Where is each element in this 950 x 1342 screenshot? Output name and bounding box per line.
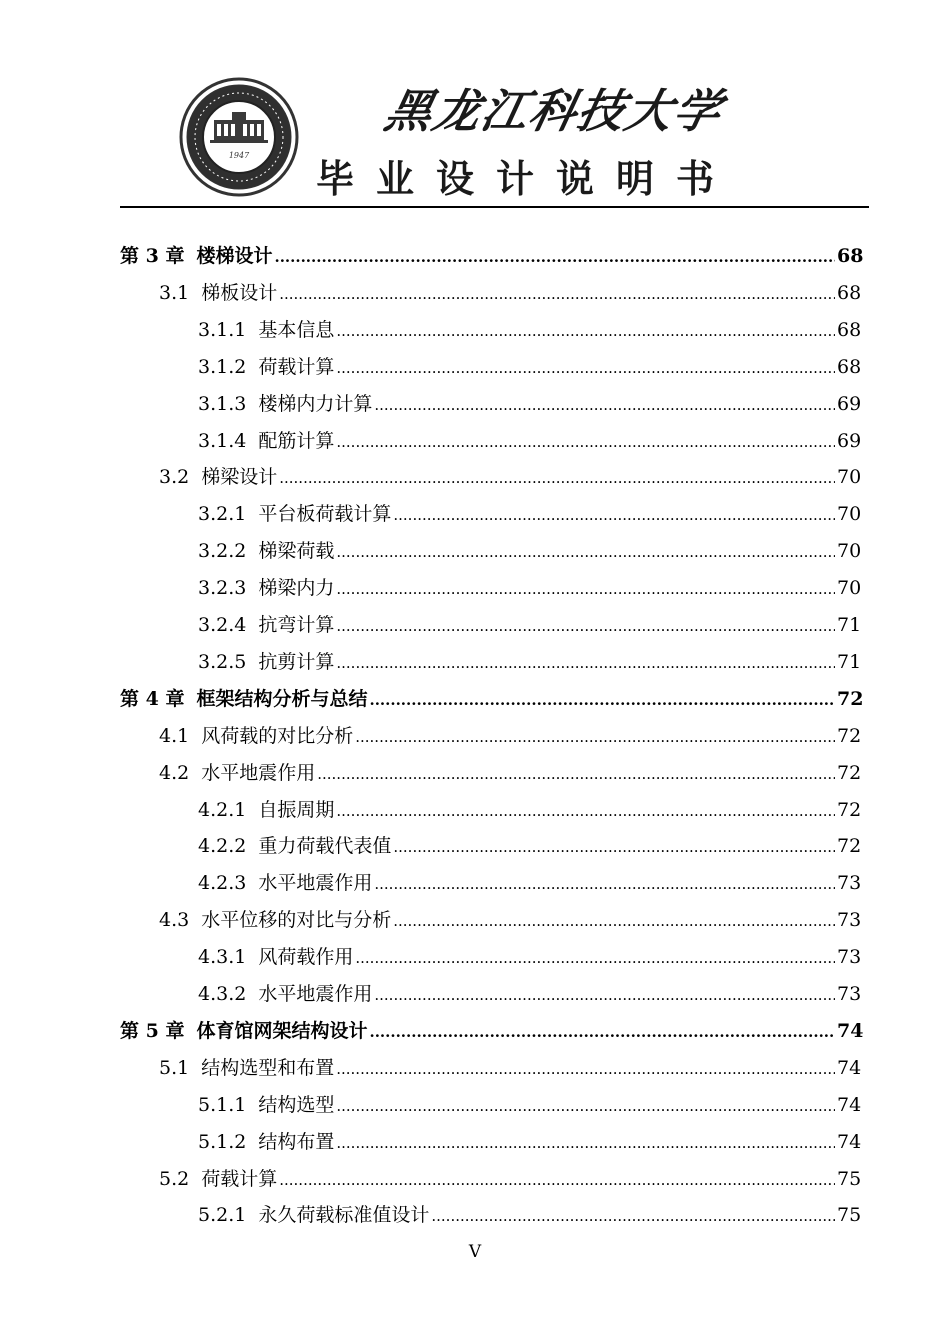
toc-section-entry[interactable] (0, 718, 950, 754)
toc-entry-title: 抗剪计算 (258, 650, 335, 673)
toc-entry-number: 4.3.2 (198, 983, 247, 1005)
toc-entry-page-number: 72 (837, 687, 864, 710)
toc-subsection-entry[interactable] (0, 496, 950, 532)
toc-entry-page-number: 75 (837, 1167, 862, 1190)
toc-entry-title: 水平位移的对比与分析 (201, 909, 392, 932)
toc-entry-page-number: 71 (837, 650, 862, 673)
toc-entry-title: 自振周期 (258, 798, 335, 821)
toc-subsection-entry[interactable] (0, 939, 950, 975)
toc-entry-number: 4.2 (159, 761, 190, 784)
toc-entry-number: 4.2.3 (198, 872, 247, 895)
university-name: 黑龙江科技大学 (380, 84, 728, 138)
page-number: V (468, 1242, 482, 1262)
toc-entry-page-number: 74 (837, 1093, 862, 1116)
toc-entry-page-number: 73 (837, 983, 862, 1005)
university-seal-icon (178, 76, 300, 198)
toc-entry-number: 3.2 (159, 466, 190, 489)
toc-dot-leader (374, 387, 835, 423)
toc-entry-number: 4.1 (159, 724, 190, 747)
toc-entry-title: 平台板荷载计算 (258, 503, 392, 526)
toc-section-entry[interactable] (0, 1161, 950, 1197)
toc-entry-page-number: 73 (837, 946, 862, 969)
toc-dot-leader (336, 571, 835, 607)
toc-entry-title: 水平地震作用 (258, 872, 373, 895)
toc-entry-title: 结构选型 (258, 1093, 335, 1116)
toc-entry-title: 荷载计算 (258, 355, 335, 378)
toc-entry-title: 梯梁荷载 (258, 540, 335, 563)
toc-section-entry[interactable] (0, 459, 950, 495)
toc-entry-title: 重力荷载代表值 (258, 835, 392, 858)
toc-entry-title: 配筋计算 (258, 429, 335, 452)
toc-entry-number: 3.1 (159, 281, 190, 304)
toc-dot-leader (393, 497, 835, 533)
toc-entry-number: 4.3.1 (198, 946, 247, 969)
toc-entry-page-number: 72 (837, 761, 862, 784)
toc-dot-leader (393, 903, 835, 939)
toc-entry-title: 梯板设计 (201, 281, 278, 304)
toc-dot-leader (274, 239, 835, 275)
toc-dot-leader (336, 645, 835, 681)
toc-dot-leader (336, 793, 835, 829)
toc-dot-leader (279, 276, 835, 312)
toc-entry-number: 5.1 (159, 1056, 190, 1079)
toc-entry-title: 基本信息 (258, 318, 335, 341)
toc-entry-title: 楼梯内力计算 (258, 392, 373, 415)
toc-dot-leader (336, 1125, 835, 1161)
toc-dot-leader (355, 940, 835, 976)
toc-entry-number: 3.2.2 (198, 540, 247, 563)
toc-entry-page-number: 74 (837, 1130, 862, 1153)
toc-entry-title: 体育馆网架结构设计 (196, 1019, 368, 1042)
toc-entry-page-number: 74 (837, 1056, 862, 1079)
toc-subsection-entry[interactable] (0, 644, 950, 680)
toc-entry-number: 第 4 章 (120, 687, 185, 710)
toc-entry-page-number: 70 (837, 503, 862, 526)
toc-dot-leader (393, 829, 835, 865)
toc-entry-page-number: 68 (837, 318, 862, 341)
toc-subsection-entry[interactable] (0, 312, 950, 348)
toc-entry-title: 风荷载的对比分析 (201, 724, 354, 747)
toc-dot-leader (336, 1088, 835, 1124)
toc-dot-leader (336, 350, 835, 386)
toc-entry-title: 梯梁设计 (201, 466, 278, 489)
toc-subsection-entry[interactable] (0, 570, 950, 606)
toc-entry-title: 结构选型和布置 (201, 1056, 335, 1079)
toc-section-entry[interactable] (0, 902, 950, 938)
document-title: 毕业设计说明书 (316, 157, 737, 201)
toc-entry-page-number: 75 (837, 1204, 862, 1227)
toc-entry-number: 3.1.4 (198, 429, 247, 452)
toc-entry-page-number: 70 (837, 466, 862, 489)
toc-entry-title: 水平地震作用 (258, 983, 373, 1005)
toc-entry-page-number: 68 (837, 245, 864, 267)
toc-dot-leader (431, 1198, 835, 1234)
toc-dot-leader (336, 313, 835, 349)
toc-entry-page-number: 72 (837, 724, 862, 747)
toc-entry-number: 3.1.3 (198, 392, 247, 415)
toc-entry-page-number: 68 (837, 355, 862, 378)
toc-subsection-entry[interactable] (0, 792, 950, 828)
toc-dot-leader (369, 1014, 835, 1050)
toc-section-entry[interactable] (0, 275, 950, 311)
toc-entry-number: 第 5 章 (120, 1019, 185, 1042)
toc-subsection-entry[interactable] (0, 1087, 950, 1123)
toc-subsection-entry[interactable] (0, 976, 950, 1012)
toc-entry-title: 风荷载作用 (258, 946, 354, 969)
toc-entry-page-number: 72 (837, 798, 862, 821)
toc-entry-title: 抗弯计算 (258, 614, 335, 636)
toc-entry-number: 5.2 (159, 1167, 190, 1190)
toc-entry-page-number: 70 (837, 577, 862, 600)
toc-subsection-entry[interactable] (0, 349, 950, 385)
toc-chapter-entry[interactable] (0, 681, 950, 717)
toc-entry-number: 5.1.1 (198, 1093, 247, 1116)
toc-entry-page-number: 69 (837, 429, 862, 452)
toc-entry-page-number: 72 (837, 835, 862, 858)
toc-entry-page-number: 69 (837, 392, 862, 415)
toc-dot-leader (279, 460, 835, 496)
toc-entry-page-number: 73 (837, 909, 862, 932)
toc-entry-title: 梯梁内力 (258, 577, 335, 600)
toc-dot-leader (336, 534, 835, 570)
toc-entry-page-number: 68 (837, 281, 862, 304)
toc-entry-number: 3.2.5 (198, 650, 247, 673)
toc-entry-title: 永久荷载标准值设计 (258, 1204, 430, 1227)
toc-entry-title: 结构布置 (258, 1130, 335, 1153)
toc-section-entry[interactable] (0, 755, 950, 791)
toc-subsection-entry[interactable] (0, 1197, 950, 1233)
toc-entry-number: 5.2.1 (198, 1204, 247, 1227)
toc-entry-page-number: 71 (837, 614, 862, 636)
toc-entry-number: 5.1.2 (198, 1130, 247, 1153)
toc-subsection-entry[interactable] (0, 533, 950, 569)
toc-subsection-entry[interactable] (0, 386, 950, 422)
toc-chapter-entry[interactable] (0, 238, 950, 274)
toc-entry-number: 3.2.4 (198, 614, 247, 636)
toc-entry-page-number: 74 (837, 1019, 864, 1042)
toc-entry-number: 4.3 (159, 909, 190, 932)
toc-dot-leader (279, 1162, 835, 1198)
toc-entry-title: 框架结构分析与总结 (196, 687, 368, 710)
university-seal-logo (178, 76, 300, 198)
toc-entry-number: 3.1.1 (198, 318, 247, 341)
toc-chapter-entry[interactable] (0, 1013, 950, 1049)
toc-dot-leader (374, 977, 835, 1013)
toc-dot-leader (336, 1051, 835, 1087)
toc-subsection-entry[interactable] (0, 423, 950, 459)
toc-entry-page-number: 73 (837, 872, 862, 895)
toc-entry-number: 4.2.1 (198, 798, 247, 821)
header-divider (120, 206, 869, 208)
svg-text:1947: 1947 (228, 151, 250, 160)
toc-entry-number: 第 3 章 (120, 245, 185, 267)
toc-dot-leader (336, 424, 835, 460)
toc-entry-number: 4.2.2 (198, 835, 247, 858)
toc-entry-title: 水平地震作用 (201, 761, 316, 784)
document-header (0, 0, 950, 215)
toc-entry-number: 3.2.1 (198, 503, 247, 526)
toc-subsection-entry[interactable] (0, 1124, 950, 1160)
toc-entry-title: 楼梯设计 (196, 245, 273, 267)
toc-dot-leader (369, 682, 835, 718)
toc-dot-leader (374, 866, 835, 902)
toc-dot-leader (336, 608, 835, 644)
toc-entry-title: 荷载计算 (201, 1167, 278, 1190)
toc-subsection-entry[interactable] (0, 865, 950, 901)
toc-subsection-entry[interactable] (0, 607, 950, 643)
toc-entry-page-number: 70 (837, 540, 862, 563)
toc-entry-number: 3.2.3 (198, 577, 247, 600)
toc-dot-leader (317, 756, 835, 792)
toc-subsection-entry[interactable] (0, 828, 950, 864)
toc-dot-leader (355, 719, 835, 755)
toc-section-entry[interactable] (0, 1050, 950, 1086)
toc-entry-number: 3.1.2 (198, 355, 247, 378)
